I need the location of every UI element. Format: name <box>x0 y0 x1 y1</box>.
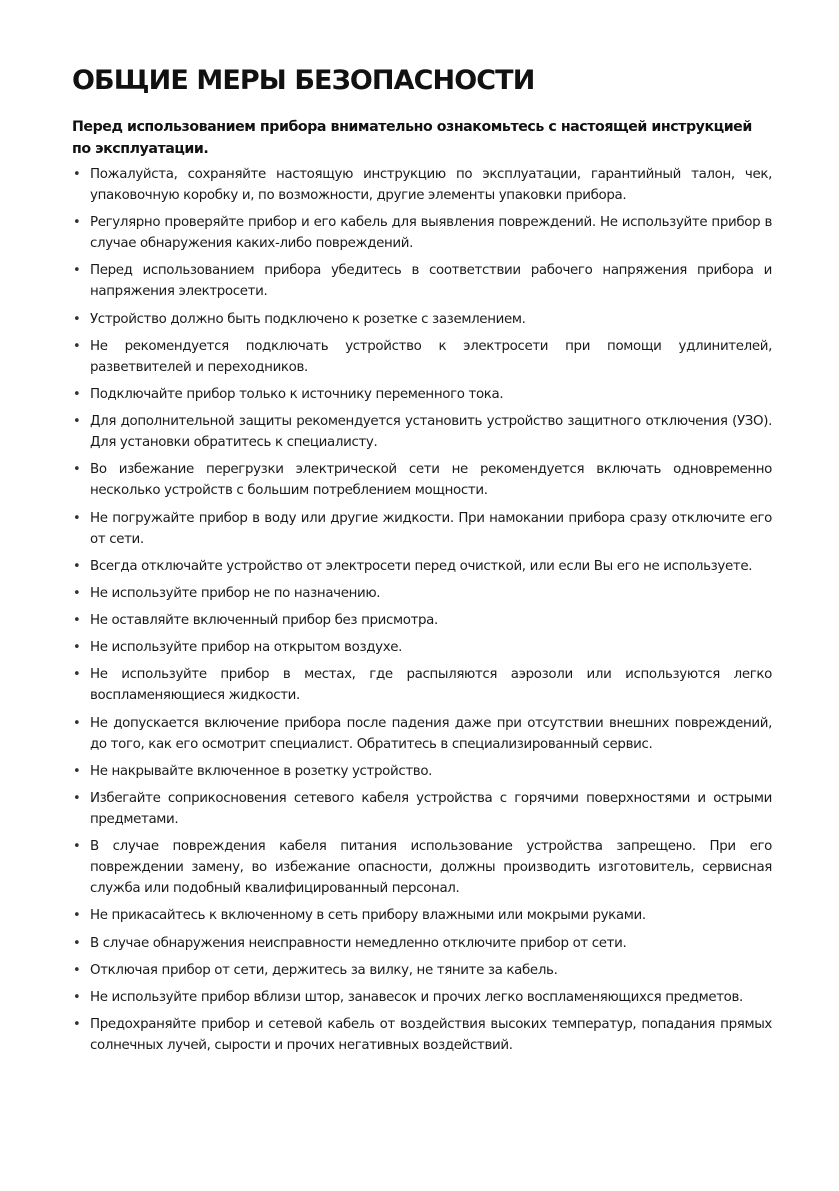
safety-rule-item <box>72 987 772 1008</box>
safety-rule-text: Не накрывайте включенное в розетку устройство. <box>90 763 433 779</box>
safety-rule-item <box>72 164 772 206</box>
safety-rule-text: Во избежание перегрузки электрической сети не рекомендуется включать одновременно несколько устройств с большим потреблением мощности. <box>90 462 772 499</box>
bullet-icon: • <box>73 1017 81 1033</box>
safety-rule-text: Перед использованием прибора убедитесь в соответствии рабочего напряжения прибора и напряжения электросети. <box>90 263 772 300</box>
safety-rule-item <box>72 309 772 330</box>
safety-rule-text: Избегайте соприкосновения сетевого кабеля устройства с горячими поверхностями и острыми предметами. <box>90 791 772 827</box>
safety-rule-item <box>72 508 772 550</box>
safety-rule-text: Не используйте прибор в местах, где распыляются аэрозоли или используются легко воспламеняющиеся жидкости. <box>90 667 772 704</box>
safety-rule-item <box>72 459 772 501</box>
safety-rule-text: Всегда отключайте устройство от электросети перед очисткой, или если Вы его не используете. <box>90 558 753 574</box>
safety-rule-text: Не прикасайтесь к включенному в сеть прибору влажными или мокрыми руками. <box>90 908 646 924</box>
safety-rule-text: В случае обнаружения неисправности немедленно отключите прибор от сети. <box>90 935 627 951</box>
document-page <box>72 64 772 1062</box>
bullet-icon: • <box>73 613 81 629</box>
safety-rule-item <box>72 637 772 658</box>
bullet-icon: • <box>73 386 81 402</box>
safety-rule-text: Для дополнительной защиты рекомендуется установить устройство защитного отключения (УЗО). Для установки обратитесь к специалисту. <box>90 414 772 451</box>
safety-rule-item <box>72 664 772 706</box>
safety-rule-text: Предохраняйте прибор и сетевой кабель от воздействия высоких температур, попадания прямых солнечных лучей, сырости и прочих негативных воздействий. <box>90 1017 772 1054</box>
bullet-icon: • <box>73 263 81 279</box>
safety-rule-item <box>72 583 772 604</box>
safety-rule-item <box>72 960 772 981</box>
safety-rules-list <box>72 164 772 1056</box>
bullet-icon: • <box>73 167 81 182</box>
bullet-icon: • <box>73 839 81 855</box>
safety-rule-item <box>72 788 772 830</box>
bullet-icon: • <box>73 962 81 978</box>
bullet-icon: • <box>73 935 81 951</box>
bullet-icon: • <box>73 989 81 1005</box>
page-title: ОБЩИЕ МЕРЫ БЕЗОПАСНОСТИ <box>72 65 535 96</box>
bullet-icon: • <box>73 215 81 231</box>
bullet-icon: • <box>73 640 81 656</box>
safety-rule-item <box>72 713 772 755</box>
bullet-icon: • <box>73 558 81 574</box>
bullet-icon: • <box>73 510 81 526</box>
safety-rule-item <box>72 610 772 631</box>
safety-rule-text: Не допускается включение прибора после падения даже при отсутствии внешних повреждений, до того, как его осмотрит специалист. Обратитесь в специализированный сервис. <box>90 715 772 752</box>
safety-rule-text: В случае повреждения кабеля питания использование устройства запрещено. При его повреждении замену, во избежание опасности, должны производить изготовитель, сервисная служба или подобный квалифицированный персонал. <box>90 839 772 897</box>
safety-rule-item <box>72 761 772 782</box>
safety-rule-text: Не используйте прибор не по назначению. <box>90 585 381 601</box>
safety-rule-item <box>72 1014 772 1056</box>
safety-rule-item <box>72 260 772 302</box>
safety-rule-item <box>72 933 772 954</box>
bullet-icon: • <box>73 585 81 601</box>
safety-rule-item <box>72 384 772 405</box>
bullet-icon: • <box>73 338 81 354</box>
bullet-icon: • <box>73 667 81 683</box>
safety-rule-text: Отключая прибор от сети, держитесь за вилку, не тяните за кабель. <box>90 962 558 978</box>
bullet-icon: • <box>73 908 81 924</box>
safety-rule-item <box>72 212 772 254</box>
safety-rule-item <box>72 411 772 453</box>
bullet-icon: • <box>73 763 81 779</box>
safety-rule-text: Не рекомендуется подключать устройство к электросети при помощи удлинителей, разветвителей и переходников. <box>90 338 772 375</box>
safety-rule-text: Регулярно проверяйте прибор и его кабель для выявления повреждений. Не используйте прибор в случае обнаружения каких-либо повреждений. <box>90 215 772 252</box>
bullet-icon: • <box>73 791 81 806</box>
intro-paragraph: Перед использованием прибора внимательно ознакомьтесь с настоящей инструкцией по эксплуатации. <box>72 119 752 157</box>
bullet-icon: • <box>73 462 81 478</box>
bullet-icon: • <box>73 414 81 430</box>
safety-rule-text: Подключайте прибор только к источнику переменного тока. <box>90 386 504 402</box>
safety-rule-text: Устройство должно быть подключено к розетке с заземлением. <box>90 311 526 327</box>
bullet-icon: • <box>73 311 81 327</box>
safety-rule-item <box>72 556 772 577</box>
safety-rule-text: Не используйте прибор вблизи штор, занавесок и прочих легко воспламеняющихся предметов. <box>90 989 743 1005</box>
bullet-icon: • <box>73 715 81 731</box>
safety-rule-text: Не оставляйте включенный прибор без присмотра. <box>90 613 438 629</box>
safety-rule-text: Не погружайте прибор в воду или другие жидкости. При намокании прибора сразу отключите его от сети. <box>90 510 772 547</box>
safety-rule-text: Пожалуйста, сохраняйте настоящую инструкцию по эксплуатации, гарантийный талон, чек, упаковочную коробку и, по возможности, другие элементы упаковки прибора. <box>90 167 772 203</box>
safety-rule-item <box>72 836 772 899</box>
safety-rule-item <box>72 336 772 378</box>
safety-rule-text: Не используйте прибор на открытом воздухе. <box>90 640 403 656</box>
safety-rule-item <box>72 905 772 926</box>
